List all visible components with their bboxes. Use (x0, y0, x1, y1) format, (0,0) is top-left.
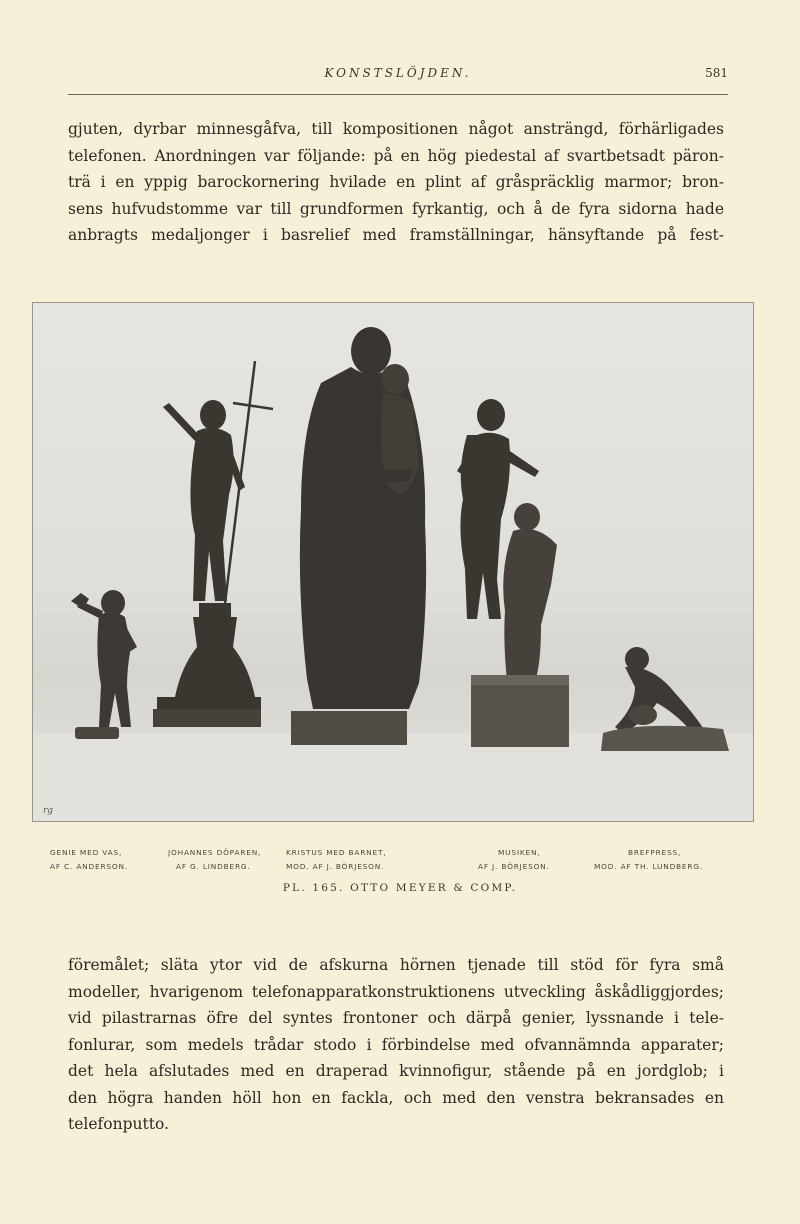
caption-item (478, 846, 550, 874)
caption-item (168, 846, 261, 874)
text-line: gjuten, dyrbar minnesgåfva, till kompositionen något ansträngd, förhärligades (68, 120, 724, 138)
sculpture-illustration (33, 303, 753, 821)
text-line: sens hufvudstomme var till grundformen fyrkantig, och å de fyra sidorna hade (68, 199, 724, 218)
caption-author: AF G. LINDBERG. (176, 862, 251, 871)
text-line: det hela afslutades med en draperad kvinnofigur, stående på en jordglob; i (68, 1062, 724, 1080)
text-line: fonlurar, som medels trådar stodo i förbindelse med ofvannämnda apparater; (68, 1035, 724, 1054)
figure-christ-with-child (291, 327, 426, 745)
plate-credit: PL. 165. OTTO MEYER & COMP. (282, 882, 518, 894)
caption-title: KRISTUS MED BARNET, (286, 848, 387, 857)
text-line: modeller, hvarigenom telefonapparatkonstruktionens utveckling åskådliggjordes; (68, 982, 724, 1001)
text-line: den högra handen höll hon en fackla, och med den venstra bekransades en (68, 1088, 724, 1107)
text-line: telefonputto. (68, 1115, 169, 1133)
running-title: KONSTSLÖJDEN. (324, 66, 472, 80)
caption-author: AF J. BÖRJESON. (478, 862, 550, 871)
caption-item (50, 846, 128, 874)
monogram: rg (43, 806, 54, 816)
top-paragraph (68, 116, 724, 249)
caption-title: MUSIKEN, (498, 848, 541, 857)
caption-title: GENIE MED VAS, (50, 848, 123, 857)
text-line: föremålet; släta ytor vid de afskurna hörnen tjenade till stöd för fyra små (68, 956, 724, 974)
caption-author: MOD. AF J. BÖRJESON. (286, 862, 385, 871)
text-line: anbragts medaljonger i basrelief med framställningar, hänsyftande på fest- (68, 226, 724, 244)
text-line: trä i en yppig barockornering hvilade en plint af gråspräcklig marmor; bron- (68, 173, 724, 191)
caption-author: MOD. AF TH. LUNDBERG. (594, 862, 704, 871)
caption-item (286, 846, 386, 874)
bottom-paragraph (68, 952, 724, 1138)
page-number: 581 (705, 66, 728, 80)
caption-item (594, 846, 703, 874)
figure-paperweight (601, 647, 729, 751)
figure-john-the-baptist (153, 361, 273, 727)
caption-author: AF C. ANDERSON. (50, 862, 128, 871)
caption-title: JOHANNES DÖPAREN, (168, 848, 262, 857)
figure-genie-with-vase (71, 590, 137, 739)
sculpture-photograph (32, 302, 754, 822)
plate-captions (50, 846, 730, 876)
caption-title: BREFPRESS, (628, 848, 682, 857)
text-line: telefonen. Anordningen var följande: på en hög piedestal af svartbetsadt päron- (68, 146, 724, 165)
text-line: vid pilastrarnas öfre del syntes frontoner och därpå genier, lyssnande i tele- (68, 1009, 724, 1027)
page-header (68, 66, 728, 90)
header-rule (68, 94, 728, 95)
figure-music (457, 399, 569, 747)
